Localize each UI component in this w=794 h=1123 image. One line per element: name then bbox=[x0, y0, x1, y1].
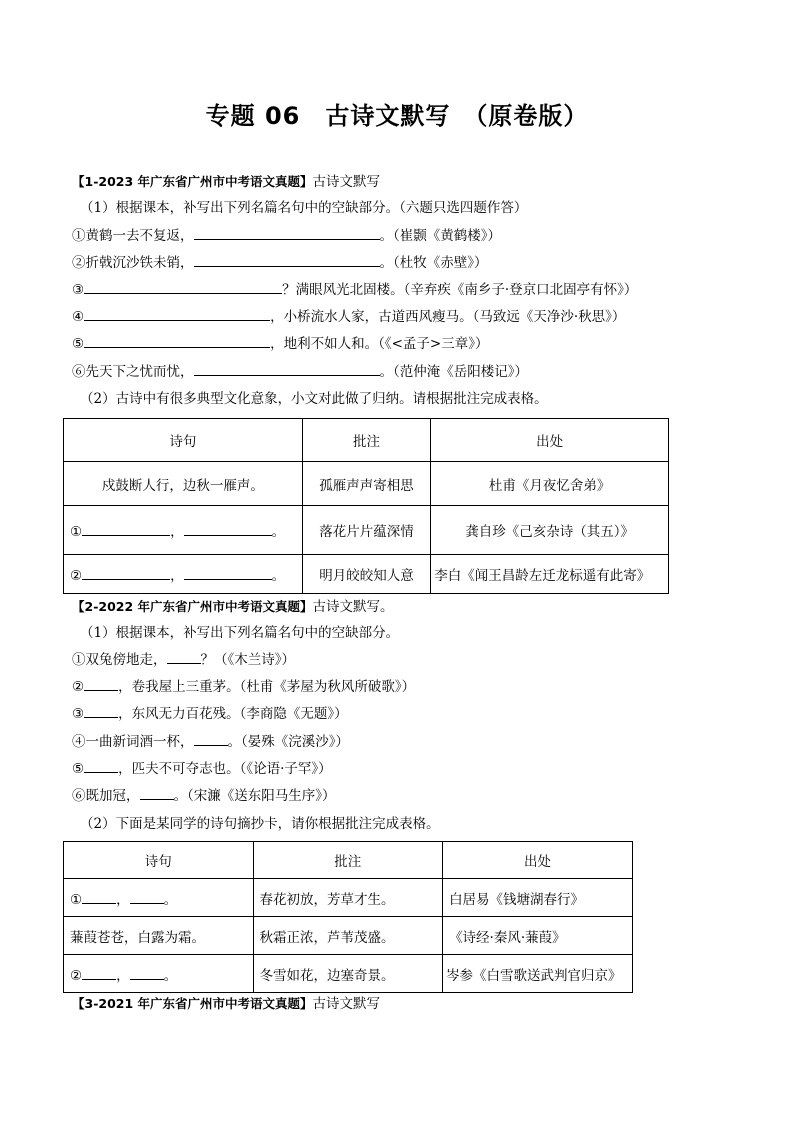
section-1-task: 古诗文默写 bbox=[312, 174, 381, 190]
answer-blank[interactable] bbox=[82, 523, 170, 536]
s1-item-6: ⑥先天下之忧而忧， 。（范仲淹《岳阳楼记》） bbox=[72, 364, 528, 380]
answer-blank[interactable] bbox=[84, 335, 270, 348]
poem-cell: 蒹葭苍苍，白露为霜。 bbox=[64, 917, 254, 955]
note-cell: 明月皎皎知人意 bbox=[302, 555, 431, 594]
answer-blank[interactable] bbox=[194, 733, 228, 746]
source-cell: 杜甫《月夜忆舍弟》 bbox=[431, 462, 669, 506]
table-row bbox=[64, 506, 669, 555]
answer-blank[interactable] bbox=[84, 705, 118, 718]
answer-blank[interactable] bbox=[82, 567, 170, 580]
table-row bbox=[64, 955, 633, 993]
answer-blank[interactable] bbox=[194, 227, 380, 240]
s2-item-3: ③ ，东风无力百花残。（李商隐《无题》） bbox=[72, 706, 348, 722]
section-2-heading bbox=[72, 598, 394, 616]
source-cell: 龚自珍《己亥杂诗（其五）》 bbox=[431, 506, 669, 555]
s1-item-1: ①黄鹤一去不复返， 。（崔颢《黄鹤楼》） bbox=[72, 228, 501, 244]
section-2-q2-intro: （2）下面是某同学的诗句摘抄卡，请你根据批注完成表格。 bbox=[80, 816, 440, 832]
s2-item-2: ② ，卷我屋上三重茅。（杜甫《茅屋为秋风所破歌》） bbox=[72, 679, 416, 695]
section-1-q2-intro: （2）古诗中有很多典型文化意象，小文对此做了归纳。请根据批注完成表格。 bbox=[80, 391, 548, 407]
answer-blank[interactable] bbox=[140, 787, 174, 800]
s2-item-5: ⑤ ，匹夫不可夺志也。（《论语·子罕》） bbox=[72, 761, 332, 777]
source-cell: 李白《闻王昌龄左迁龙标遥有此寄》 bbox=[431, 555, 669, 594]
source-cell: 白居易《钱塘湖春行》 bbox=[443, 879, 633, 917]
source-cell: 岑参《白雪歌送武判官归京》 bbox=[443, 955, 633, 993]
header-poem: 诗句 bbox=[64, 842, 254, 879]
answer-blank[interactable] bbox=[84, 308, 270, 321]
answer-blank[interactable] bbox=[194, 363, 380, 376]
note-cell: 秋霜正浓，芦苇茂盛。 bbox=[253, 917, 443, 955]
note-cell: 春花初放，芳草才生。 bbox=[253, 879, 443, 917]
section-1-source: 【1-2023 年广东省广州市中考语文真题】 bbox=[72, 174, 313, 189]
s1-item-3: ③ ？满眼风光北固楼。（辛弃疾《南乡子·登京口北固亭有怀》） bbox=[72, 282, 638, 298]
poem-cell: ② ， 。 bbox=[64, 955, 254, 993]
answer-blank[interactable] bbox=[184, 567, 272, 580]
header-note: 批注 bbox=[253, 842, 443, 879]
table-row bbox=[64, 555, 669, 594]
answer-blank[interactable] bbox=[194, 254, 380, 267]
poem-cell: ① ， 。 bbox=[64, 506, 303, 555]
section-3-task: 古诗文默写 bbox=[312, 996, 381, 1012]
answer-blank[interactable] bbox=[82, 891, 116, 904]
s1-item-5: ⑤ ，地利不如人和。（《<孟子>三章》） bbox=[72, 336, 489, 352]
section-3-heading bbox=[72, 995, 380, 1013]
s2-item-6: ⑥既加冠， 。（宋濂《送东阳马生序》） bbox=[72, 788, 336, 804]
section-2-source: 【2-2022 年广东省广州市中考语文真题】 bbox=[72, 599, 313, 614]
section-1-table bbox=[63, 418, 669, 594]
answer-blank[interactable] bbox=[130, 967, 164, 980]
s2-item-4: ④一曲新词酒一杯， 。（晏殊《浣溪沙》） bbox=[72, 734, 349, 750]
answer-blank[interactable] bbox=[82, 967, 116, 980]
answer-blank[interactable] bbox=[167, 651, 201, 664]
section-2-task: 古诗文默写。 bbox=[312, 599, 394, 615]
table-row bbox=[64, 462, 669, 506]
section-1-heading bbox=[72, 173, 380, 191]
source-cell: 《诗经·秦风·蒹葭》 bbox=[443, 917, 633, 955]
answer-blank[interactable] bbox=[184, 523, 272, 536]
table-row bbox=[64, 917, 633, 955]
section-2-q1-intro: （1）根据课本，补写出下列名篇名句中的空缺部分。 bbox=[80, 625, 400, 641]
section-1-q1-intro: （1）根据课本，补写出下列名篇名句中的空缺部分。（六题只选四题作答） bbox=[80, 200, 528, 216]
poem-cell: ② ， 。 bbox=[64, 555, 303, 594]
table-header-row bbox=[64, 842, 633, 879]
answer-blank[interactable] bbox=[84, 760, 118, 773]
note-cell: 冬雪如花，边塞奇景。 bbox=[253, 955, 443, 993]
header-source: 出处 bbox=[443, 842, 633, 879]
s2-item-1: ①双兔傍地走， ？（《木兰诗》） bbox=[72, 652, 295, 668]
answer-blank[interactable] bbox=[130, 891, 164, 904]
section-3-source: 【3-2021 年广东省广州市中考语文真题】 bbox=[72, 996, 313, 1011]
header-note: 批注 bbox=[302, 419, 431, 462]
s1-item-2: ②折戟沉沙铁未销， 。（杜牧《赤壁》） bbox=[72, 255, 488, 271]
poem-cell: ① ， 。 bbox=[64, 879, 254, 917]
table-header-row bbox=[64, 419, 669, 462]
section-2-table bbox=[63, 841, 633, 993]
header-poem: 诗句 bbox=[64, 419, 303, 462]
note-cell: 落花片片蕴深情 bbox=[302, 506, 431, 555]
poem-cell: 戍鼓断人行，边秋一雁声。 bbox=[64, 462, 303, 506]
header-source: 出处 bbox=[431, 419, 669, 462]
answer-blank[interactable] bbox=[84, 678, 118, 691]
table-row bbox=[64, 879, 633, 917]
note-cell: 孤雁声声寄相思 bbox=[302, 462, 431, 506]
answer-blank[interactable] bbox=[84, 281, 282, 294]
s1-item-4: ④ ，小桥流水人家，古道西风瘦马。（马致远《天净沙·秋思》） bbox=[72, 309, 626, 325]
page-title: 专题 06 古诗文默写 （原卷版） bbox=[205, 102, 589, 130]
